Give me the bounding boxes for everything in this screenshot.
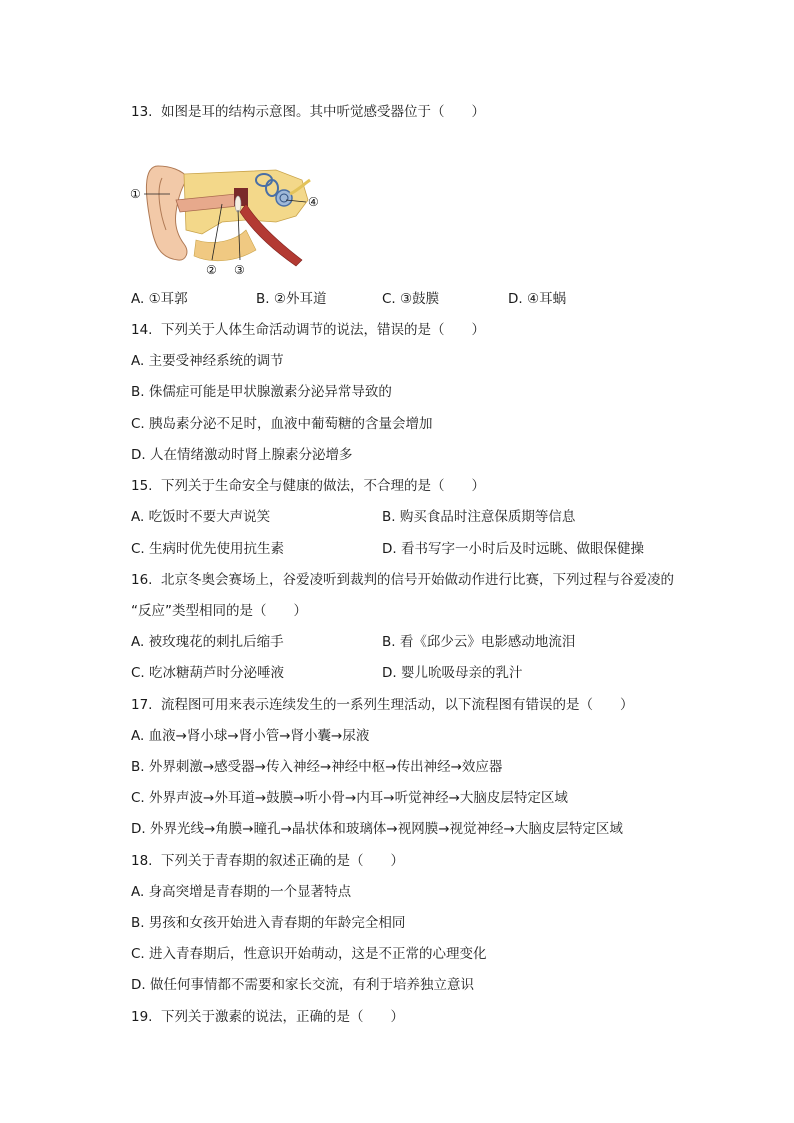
- question-19-stem: [131, 1008, 404, 1026]
- q14-option-a[interactable]: A. 主要受神经系统的调节: [131, 353, 284, 369]
- question-16-stem-continued: “反应”类型相同的是（ ）: [131, 603, 307, 619]
- q13-option-a[interactable]: A. ①耳郭: [131, 291, 188, 307]
- question-16-stem: [131, 571, 674, 589]
- question-number: 13.: [131, 104, 153, 120]
- q14-option-c[interactable]: C. 胰岛素分泌不足时，血液中葡萄糖的含量会增加: [131, 416, 433, 432]
- question-text: 下列关于激素的说法，正确的是（ ）: [161, 1009, 404, 1025]
- question-number: 16.: [131, 572, 153, 588]
- q16-option-c[interactable]: C. 吃冰糖葫芦时分泌唾液: [131, 665, 285, 681]
- q16-option-b[interactable]: B. 看《邱少云》电影感动地流泪: [382, 634, 576, 650]
- q15-option-d[interactable]: D. 看书写字一小时后及时远眺、做眼保健操: [382, 541, 644, 557]
- label-1: ①: [130, 187, 141, 201]
- question-14-stem: [131, 321, 485, 339]
- question-15-stem: [131, 477, 485, 495]
- question-text: 流程图可用来表示连续发生的一系列生理活动，以下流程图有错误的是（ ）: [161, 697, 634, 713]
- label-4: ④: [308, 195, 319, 209]
- label-2: ②: [206, 263, 217, 277]
- q14-option-b[interactable]: B. 侏儒症可能是甲状腺激素分泌异常导致的: [131, 384, 392, 400]
- question-text: 如图是耳的结构示意图。其中听觉感受器位于（ ）: [161, 104, 485, 120]
- q13-option-b[interactable]: B. ②外耳道: [256, 291, 327, 307]
- question-text: 下列关于人体生命活动调节的说法，错误的是（ ）: [161, 322, 485, 338]
- q18-option-c[interactable]: C. 进入青春期后，性意识开始萌动，这是不正常的心理变化: [131, 946, 487, 962]
- q15-option-c[interactable]: C. 生病时优先使用抗生素: [131, 541, 285, 557]
- question-text: 下列关于青春期的叙述正确的是（ ）: [161, 853, 404, 869]
- question-18-stem: [131, 852, 404, 870]
- ear-structure-diagram: [126, 160, 336, 280]
- question-13-stem: [131, 103, 485, 121]
- question-number: 19.: [131, 1009, 153, 1025]
- question-17-stem: [131, 696, 634, 714]
- q15-option-b[interactable]: B. 购买食品时注意保质期等信息: [382, 509, 576, 525]
- q18-option-b[interactable]: B. 男孩和女孩开始进入青春期的年龄完全相同: [131, 915, 406, 931]
- question-number: 17.: [131, 697, 153, 713]
- q18-option-a[interactable]: A. 身高突增是青春期的一个显著特点: [131, 884, 352, 900]
- q13-option-d[interactable]: D. ④耳蜗: [508, 291, 567, 307]
- question-number: 15.: [131, 478, 153, 494]
- q16-option-a[interactable]: A. 被玫瑰花的刺扎后缩手: [131, 634, 284, 650]
- q17-option-c[interactable]: C. 外界声波→外耳道→鼓膜→听小骨→内耳→听觉神经→大脑皮层特定区域: [131, 790, 568, 806]
- q17-option-a[interactable]: A. 血液→肾小球→肾小管→肾小囊→尿液: [131, 728, 370, 744]
- q16-option-d[interactable]: D. 婴儿吮吸母亲的乳汁: [382, 665, 523, 681]
- q14-option-d[interactable]: D. 人在情绪激动时肾上腺素分泌增多: [131, 447, 353, 463]
- q13-option-c[interactable]: C. ③鼓膜: [382, 291, 440, 307]
- question-text: 北京冬奥会赛场上，谷爱凌听到裁判的信号开始做动作进行比赛，下列过程与谷爱凌的: [161, 572, 674, 588]
- question-text: 下列关于生命安全与健康的做法，不合理的是（ ）: [161, 478, 485, 494]
- q15-option-a[interactable]: A. 吃饭时不要大声说笑: [131, 509, 271, 525]
- q17-option-b[interactable]: B. 外界刺激→感受器→传入神经→神经中枢→传出神经→效应器: [131, 759, 503, 775]
- q17-option-d[interactable]: D. 外界光线→角膜→瞳孔→晶状体和玻璃体→视网膜→视觉神经→大脑皮层特定区域: [131, 821, 623, 837]
- question-number: 18.: [131, 853, 153, 869]
- question-number: 14.: [131, 322, 153, 338]
- q18-option-d[interactable]: D. 做任何事情都不需要和家长交流，有利于培养独立意识: [131, 977, 474, 993]
- label-3: ③: [234, 263, 245, 277]
